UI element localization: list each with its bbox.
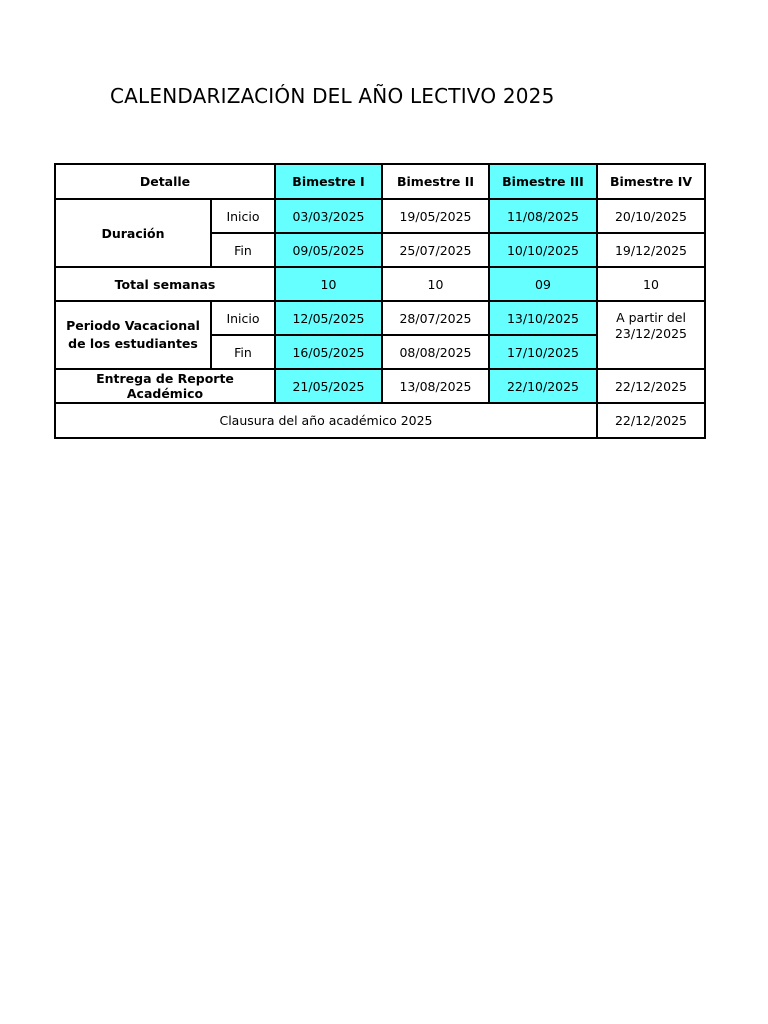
duracion-inicio-label: Inicio xyxy=(211,199,275,233)
vacaciones-label-line1: Periodo Vacacional xyxy=(66,318,200,333)
vacaciones-inicio-b3: 13/10/2025 xyxy=(489,301,597,335)
duracion-inicio-b4: 20/10/2025 xyxy=(597,199,705,233)
duracion-label: Duración xyxy=(55,199,211,267)
calendar-table xyxy=(54,163,706,439)
reporte-b3: 22/10/2025 xyxy=(489,369,597,403)
vacaciones-inicio-b1: 12/05/2025 xyxy=(275,301,382,335)
vacaciones-fin-b1: 16/05/2025 xyxy=(275,335,382,369)
total-semanas-b1: 10 xyxy=(275,267,382,301)
vacaciones-fin-label: Fin xyxy=(211,335,275,369)
reporte-b1: 21/05/2025 xyxy=(275,369,382,403)
total-semanas-label: Total semanas xyxy=(55,267,275,301)
page-title: CALENDARIZACIÓN DEL AÑO LECTIVO 2025 xyxy=(110,84,555,108)
vacaciones-label-line2: de los estudiantes xyxy=(68,336,198,351)
vacaciones-b4-line2: 23/12/2025 xyxy=(614,326,688,341)
vacaciones-fin-b3: 17/10/2025 xyxy=(489,335,597,369)
header-bimestre-1: Bimestre I xyxy=(275,164,382,199)
vacaciones-inicio-b2: 28/07/2025 xyxy=(382,301,489,335)
duracion-inicio-b1: 03/03/2025 xyxy=(275,199,382,233)
total-semanas-b4: 10 xyxy=(597,267,705,301)
duracion-fin-label: Fin xyxy=(211,233,275,267)
header-detalle: Detalle xyxy=(55,164,275,199)
clausura-label: Clausura del año académico 2025 xyxy=(55,403,597,438)
total-semanas-b3: 09 xyxy=(489,267,597,301)
vacaciones-fin-b2: 08/08/2025 xyxy=(382,335,489,369)
total-semanas-b2: 10 xyxy=(382,267,489,301)
vacaciones-b4-line1: A partir del xyxy=(616,310,686,325)
reporte-b4: 22/12/2025 xyxy=(597,369,705,403)
clausura-value: 22/12/2025 xyxy=(597,403,705,438)
vacaciones-b4 xyxy=(597,301,705,369)
header-bimestre-3: Bimestre III xyxy=(489,164,597,199)
duracion-inicio-b3: 11/08/2025 xyxy=(489,199,597,233)
vacaciones-label xyxy=(55,301,211,369)
duracion-fin-b2: 25/07/2025 xyxy=(382,233,489,267)
duracion-fin-b4: 19/12/2025 xyxy=(597,233,705,267)
header-bimestre-2: Bimestre II xyxy=(382,164,489,199)
duracion-fin-b3: 10/10/2025 xyxy=(489,233,597,267)
reporte-label: Entrega de Reporte Académico xyxy=(55,369,275,403)
vacaciones-inicio-label: Inicio xyxy=(211,301,275,335)
duracion-fin-b1: 09/05/2025 xyxy=(275,233,382,267)
reporte-b2: 13/08/2025 xyxy=(382,369,489,403)
header-bimestre-4: Bimestre IV xyxy=(597,164,705,199)
duracion-inicio-b2: 19/05/2025 xyxy=(382,199,489,233)
